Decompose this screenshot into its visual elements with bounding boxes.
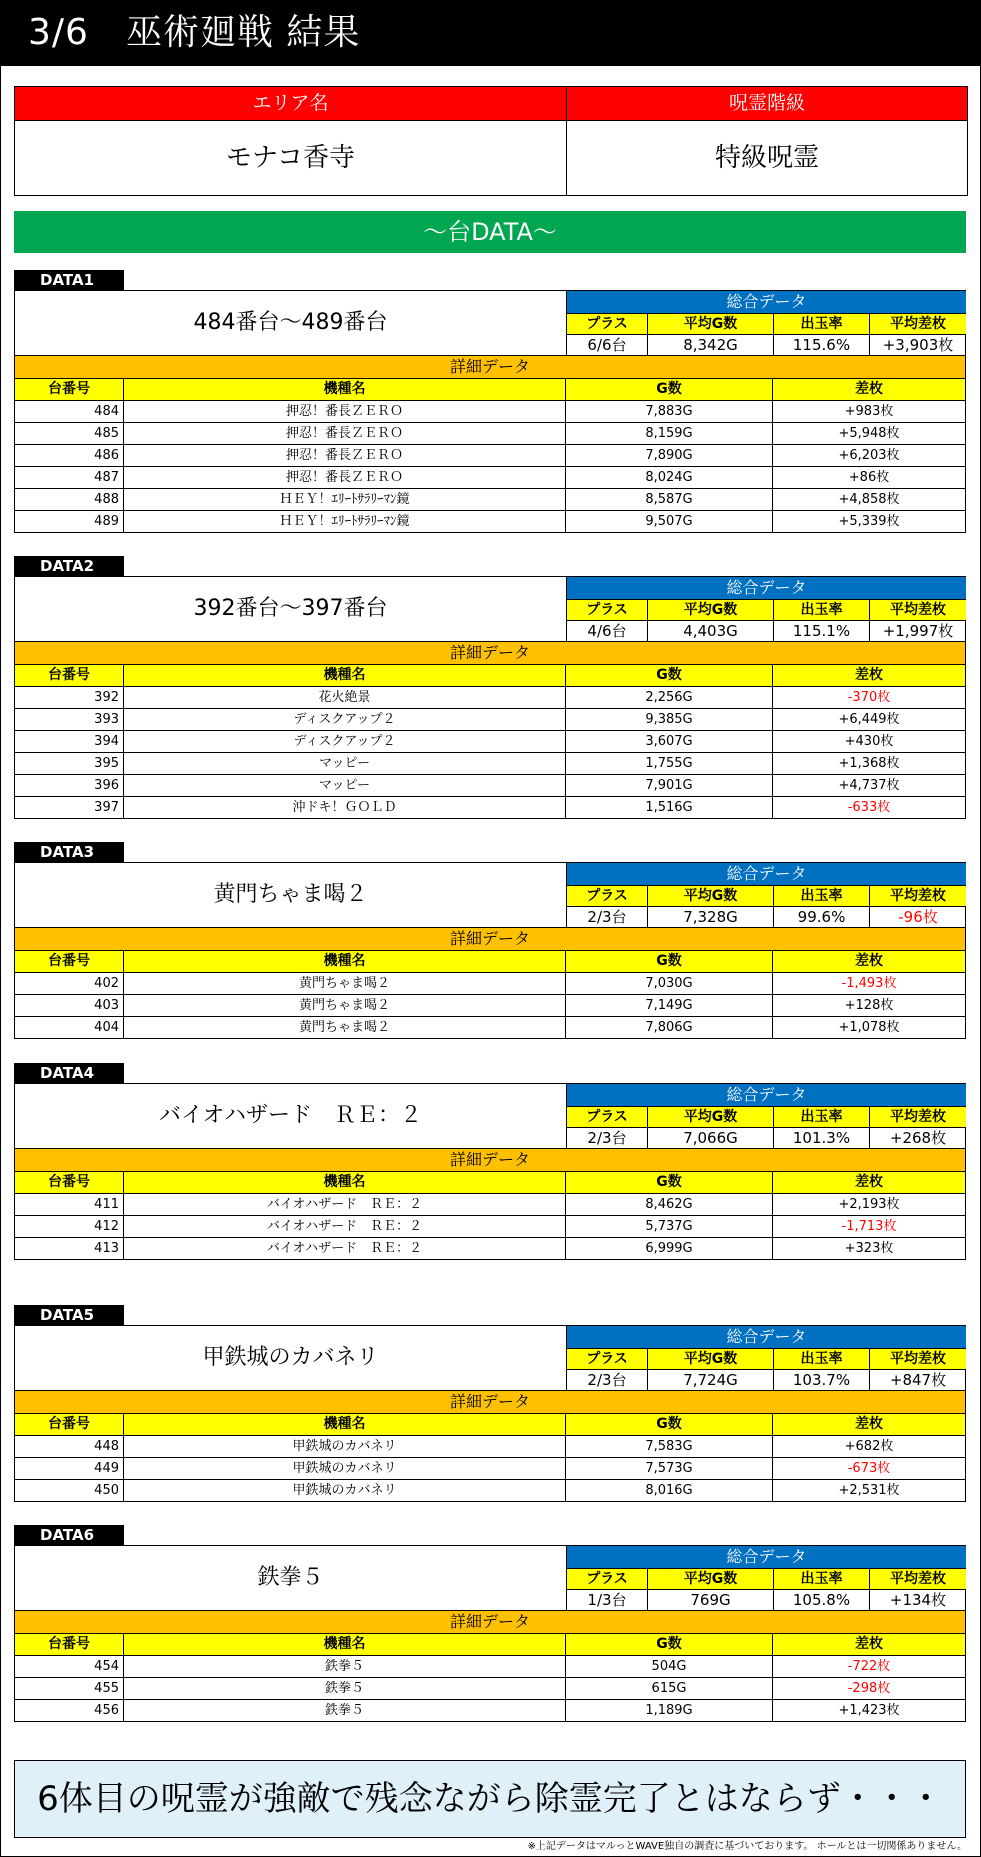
game-count: 3,607G: [566, 731, 773, 752]
table-row: [15, 995, 965, 1017]
game-count: 1,755G: [566, 753, 773, 774]
summary-value-avg-g: 4,403G: [648, 620, 774, 641]
table-row: [15, 973, 965, 995]
model-name: 鉄拳５: [124, 1678, 566, 1699]
table-row: [15, 1700, 965, 1721]
section-badge: DATA1: [14, 270, 124, 290]
game-count: 7,573G: [566, 1458, 773, 1479]
section-badge: DATA2: [14, 556, 124, 576]
summary-value-payout: 103.7%: [774, 1369, 870, 1390]
col-diff: 差枚: [855, 1416, 883, 1432]
summary-label-payout: 出玉率: [774, 1568, 870, 1589]
machine-no: 395: [15, 753, 124, 774]
summary-value-avg-diff: +134枚: [870, 1589, 966, 1610]
model-name: ディスクアップ２: [124, 731, 566, 752]
game-count: 8,016G: [566, 1480, 773, 1501]
detail-column-headers: [15, 1634, 965, 1656]
col-g: G数: [566, 1172, 773, 1193]
overall-data-header: 総合データ: [567, 1546, 966, 1568]
game-count: 8,462G: [566, 1194, 773, 1215]
table-row: [15, 401, 965, 423]
coin-diff: +4,737枚: [838, 778, 900, 793]
coin-diff: +2,193枚: [838, 1197, 900, 1212]
model-name: 甲鉄城のカバネリ: [124, 1458, 566, 1479]
game-count: 7,901G: [566, 775, 773, 796]
coin-diff: +86枚: [848, 470, 890, 485]
summary-value-payout: 99.6%: [774, 906, 870, 927]
summary-box: [14, 1083, 966, 1149]
model-name: 黄門ちゃま喝２: [124, 995, 566, 1016]
game-count: 6,999G: [566, 1238, 773, 1259]
machine-no: 396: [15, 775, 124, 796]
summary-label-plus: プラス: [567, 599, 648, 620]
summary-value-avg-g: 7,328G: [648, 906, 774, 927]
summary-label-payout: 出玉率: [774, 599, 870, 620]
overall-data: [566, 291, 966, 355]
table-row: [15, 753, 965, 775]
model-name: 鉄拳５: [124, 1656, 566, 1677]
table-row: [15, 709, 965, 731]
coin-diff: -1,713枚: [841, 1219, 897, 1234]
summary-label-payout: 出玉率: [774, 313, 870, 334]
col-model: 機種名: [124, 665, 566, 686]
coin-diff: -673枚: [847, 1461, 891, 1476]
coin-diff: +430枚: [844, 734, 894, 749]
coin-diff: -722枚: [847, 1659, 891, 1674]
col-model: 機種名: [124, 1172, 566, 1193]
coin-diff: +983枚: [844, 404, 894, 419]
summary-value-avg-diff: +1,997枚: [870, 620, 966, 641]
table-row: [15, 797, 965, 818]
detail-column-headers: [15, 665, 965, 687]
table-row: [15, 1458, 965, 1480]
machine-no: 454: [15, 1656, 124, 1677]
summary-label-avg-diff: 平均差枚: [870, 313, 966, 334]
summary-value-plus: 4/6台: [567, 620, 648, 641]
summary-value-plus: 2/3台: [567, 1369, 648, 1390]
machine-no: 413: [15, 1238, 124, 1259]
machine-no: 403: [15, 995, 124, 1016]
game-count: 7,149G: [566, 995, 773, 1016]
summary-label-plus: プラス: [567, 313, 648, 334]
summary-box: [14, 862, 966, 928]
coin-diff: +1,423枚: [838, 1703, 900, 1718]
table-row: [15, 1017, 965, 1038]
overall-data: [566, 1326, 966, 1390]
coin-diff: +5,948枚: [838, 426, 900, 441]
game-count: 7,806G: [566, 1017, 773, 1038]
table-row: [15, 1480, 965, 1501]
game-count: 8,587G: [566, 489, 773, 510]
detail-column-headers: [15, 1172, 965, 1194]
summary-box: [14, 1325, 966, 1391]
page-title: 3/6 巫術廻戦 結果: [28, 12, 361, 53]
model-name: バイオハザード ＲＥ：２: [124, 1216, 566, 1237]
machine-no: 456: [15, 1700, 124, 1721]
table-row: [15, 1436, 965, 1458]
machine-no: 394: [15, 731, 124, 752]
summary-label-avg-g: 平均G数: [648, 1568, 774, 1589]
col-g: G数: [566, 665, 773, 686]
summary-value-plus: 1/3台: [567, 1589, 648, 1610]
section-name: 484番台～489番台: [193, 310, 388, 335]
summary-box: [14, 576, 966, 642]
overall-data: [566, 1084, 966, 1148]
overall-data: [566, 863, 966, 927]
coin-diff: -298枚: [847, 1681, 891, 1696]
detail-header: 詳細データ: [14, 1391, 966, 1413]
machine-no: 449: [15, 1458, 124, 1479]
game-count: 2,256G: [566, 687, 773, 708]
coin-diff: +4,858枚: [838, 492, 900, 507]
summary-value-avg-diff: +847枚: [870, 1369, 966, 1390]
model-name: 押忍！番長ＺＥＲＯ: [124, 467, 566, 488]
model-name: 鉄拳５: [124, 1700, 566, 1721]
summary-label-avg-g: 平均G数: [648, 1348, 774, 1369]
summary-value-avg-diff: +3,903枚: [870, 334, 966, 355]
coin-diff: +6,449枚: [838, 712, 900, 727]
detail-table: [14, 950, 966, 1039]
detail-header: 詳細データ: [14, 928, 966, 950]
coin-diff: +1,078枚: [838, 1020, 900, 1035]
model-name: バイオハザード ＲＥ：２: [124, 1194, 566, 1215]
model-name: ＨＥＹ！ｴﾘｰﾄｻﾗﾘｰﾏﾝ鏡: [124, 489, 566, 510]
summary-value-avg-g: 7,066G: [648, 1127, 774, 1148]
section-badge: DATA3: [14, 842, 124, 862]
game-count: 8,159G: [566, 423, 773, 444]
detail-table: [14, 664, 966, 819]
summary-value-avg-g: 8,342G: [648, 334, 774, 355]
coin-diff: +682枚: [844, 1439, 894, 1454]
game-count: 7,583G: [566, 1436, 773, 1457]
table-row: [15, 775, 965, 797]
area-name-header: エリア名: [15, 87, 566, 120]
section-badge: DATA6: [14, 1525, 124, 1545]
col-model: 機種名: [124, 379, 566, 400]
summary-box: [14, 290, 966, 356]
summary-label-avg-diff: 平均差枚: [870, 1106, 966, 1127]
model-name: ディスクアップ２: [124, 709, 566, 730]
summary-label-plus: プラス: [567, 885, 648, 906]
game-count: 504G: [566, 1656, 773, 1677]
col-g: G数: [566, 379, 773, 400]
model-name: 押忍！番長ＺＥＲＯ: [124, 401, 566, 422]
col-g: G数: [566, 1414, 773, 1435]
col-machine-no: 台番号: [15, 1634, 124, 1655]
section-name: 鉄拳５: [257, 1565, 324, 1590]
section-name: 黄門ちゃま喝２: [213, 882, 368, 907]
summary-label-avg-g: 平均G数: [648, 885, 774, 906]
overall-data-header: 総合データ: [567, 577, 966, 599]
machine-no: 402: [15, 973, 124, 994]
summary-value-payout: 115.1%: [774, 620, 870, 641]
col-model: 機種名: [124, 1414, 566, 1435]
col-model: 機種名: [124, 951, 566, 972]
summary-label-plus: プラス: [567, 1348, 648, 1369]
summary-value-payout: 105.8%: [774, 1589, 870, 1610]
summary-value-payout: 115.6%: [774, 334, 870, 355]
area-header-rule: [15, 120, 967, 121]
table-row: [15, 1656, 965, 1678]
detail-table: [14, 1633, 966, 1722]
machine-no: 487: [15, 467, 124, 488]
summary-value-plus: 6/6台: [567, 334, 648, 355]
model-name: 黄門ちゃま喝２: [124, 973, 566, 994]
game-count: 7,030G: [566, 973, 773, 994]
machine-no: 489: [15, 511, 124, 532]
machine-no: 455: [15, 1678, 124, 1699]
section-badge: DATA4: [14, 1063, 124, 1083]
col-g: G数: [566, 1634, 773, 1655]
area-name-value: モナコ香寺: [226, 143, 355, 173]
summary-value-avg-diff: -96枚: [870, 906, 966, 927]
machine-no: 393: [15, 709, 124, 730]
summary-label-plus: プラス: [567, 1568, 648, 1589]
col-model: 機種名: [124, 1634, 566, 1655]
machine-no: 484: [15, 401, 124, 422]
rank-header: 呪霊階級: [567, 87, 967, 120]
detail-header: 詳細データ: [14, 642, 966, 664]
model-name: 黄門ちゃま喝２: [124, 1017, 566, 1038]
machine-no: 485: [15, 423, 124, 444]
coin-diff: +128枚: [844, 998, 894, 1013]
game-count: 9,507G: [566, 511, 773, 532]
game-count: 1,189G: [566, 1700, 773, 1721]
overall-data-header: 総合データ: [567, 1326, 966, 1348]
rank-value: 特級呪霊: [714, 143, 819, 173]
machine-no: 488: [15, 489, 124, 510]
summary-box: [14, 1545, 966, 1611]
machine-no: 450: [15, 1480, 124, 1501]
summary-label-payout: 出玉率: [774, 1348, 870, 1369]
data-banner: ～台DATA～: [14, 211, 966, 253]
model-name: マッピー: [124, 753, 566, 774]
overall-data: [566, 577, 966, 641]
table-row: [15, 445, 965, 467]
model-name: ＨＥＹ！ｴﾘｰﾄｻﾗﾘｰﾏﾝ鏡: [124, 511, 566, 532]
table-row: [15, 1238, 965, 1259]
area-info-table: [14, 86, 968, 196]
page-header: [0, 0, 981, 66]
section-badge: DATA5: [14, 1305, 124, 1325]
col-machine-no: 台番号: [15, 1172, 124, 1193]
section-name: 392番台～397番台: [193, 596, 388, 621]
summary-label-payout: 出玉率: [774, 1106, 870, 1127]
summary-label-avg-g: 平均G数: [648, 1106, 774, 1127]
model-name: 花火絶景: [124, 687, 566, 708]
coin-diff: -633枚: [847, 800, 891, 815]
detail-table: [14, 1171, 966, 1260]
summary-value-avg-g: 7,724G: [648, 1369, 774, 1390]
game-count: 7,883G: [566, 401, 773, 422]
summary-label-avg-g: 平均G数: [648, 313, 774, 334]
table-row: [15, 511, 965, 532]
overall-data-header: 総合データ: [567, 863, 966, 885]
summary-label-avg-diff: 平均差枚: [870, 1348, 966, 1369]
model-name: 押忍！番長ＺＥＲＯ: [124, 445, 566, 466]
col-machine-no: 台番号: [15, 665, 124, 686]
detail-column-headers: [15, 379, 965, 401]
table-row: [15, 687, 965, 709]
conclusion-box: 6体目の呪霊が強敵で残念ながら除霊完了とはならず・・・: [14, 1760, 966, 1838]
model-name: バイオハザード ＲＥ：２: [124, 1238, 566, 1259]
model-name: 沖ドキ！ＧＯＬＤ: [124, 797, 566, 818]
overall-data-header: 総合データ: [567, 291, 966, 313]
coin-diff: +6,203枚: [838, 448, 900, 463]
summary-value-plus: 2/3台: [567, 906, 648, 927]
detail-table: [14, 378, 966, 533]
coin-diff: +1,368枚: [838, 756, 900, 771]
game-count: 9,385G: [566, 709, 773, 730]
col-diff: 差枚: [855, 1636, 883, 1652]
detail-column-headers: [15, 951, 965, 973]
col-machine-no: 台番号: [15, 379, 124, 400]
summary-label-plus: プラス: [567, 1106, 648, 1127]
summary-value-plus: 2/3台: [567, 1127, 648, 1148]
model-name: 甲鉄城のカバネリ: [124, 1436, 566, 1457]
machine-no: 412: [15, 1216, 124, 1237]
table-row: [15, 1194, 965, 1216]
machine-no: 486: [15, 445, 124, 466]
detail-header: 詳細データ: [14, 356, 966, 378]
area-divider: [566, 87, 567, 195]
detail-header: 詳細データ: [14, 1611, 966, 1633]
summary-label-avg-diff: 平均差枚: [870, 1568, 966, 1589]
table-row: [15, 489, 965, 511]
game-count: 8,024G: [566, 467, 773, 488]
coin-diff: +5,339枚: [838, 514, 900, 529]
table-row: [15, 1678, 965, 1700]
table-row: [15, 1216, 965, 1238]
detail-header: 詳細データ: [14, 1149, 966, 1171]
col-diff: 差枚: [855, 1174, 883, 1190]
model-name: 甲鉄城のカバネリ: [124, 1480, 566, 1501]
coin-diff: +2,531枚: [838, 1483, 900, 1498]
col-diff: 差枚: [855, 953, 883, 969]
machine-no: 397: [15, 797, 124, 818]
machine-no: 392: [15, 687, 124, 708]
col-g: G数: [566, 951, 773, 972]
section-name: バイオハザード ＲＥ：２: [159, 1103, 422, 1128]
summary-label-avg-g: 平均G数: [648, 599, 774, 620]
footnote: ※上記データはマルっとWAVE独自の調査に基づいております。 ホールとは一切関係ありません。: [527, 1841, 967, 1852]
summary-label-payout: 出玉率: [774, 885, 870, 906]
game-count: 1,516G: [566, 797, 773, 818]
table-row: [15, 423, 965, 445]
machine-no: 448: [15, 1436, 124, 1457]
detail-column-headers: [15, 1414, 965, 1436]
col-diff: 差枚: [855, 667, 883, 683]
overall-data-header: 総合データ: [567, 1084, 966, 1106]
machine-no: 404: [15, 1017, 124, 1038]
coin-diff: -370枚: [847, 690, 891, 705]
summary-label-avg-diff: 平均差枚: [870, 885, 966, 906]
summary-label-avg-diff: 平均差枚: [870, 599, 966, 620]
col-diff: 差枚: [855, 381, 883, 397]
table-row: [15, 731, 965, 753]
game-count: 615G: [566, 1678, 773, 1699]
table-row: [15, 467, 965, 489]
summary-value-avg-g: 769G: [648, 1589, 774, 1610]
coin-diff: +323枚: [844, 1241, 894, 1256]
game-count: 7,890G: [566, 445, 773, 466]
detail-table: [14, 1413, 966, 1502]
col-machine-no: 台番号: [15, 1414, 124, 1435]
game-count: 5,737G: [566, 1216, 773, 1237]
col-machine-no: 台番号: [15, 951, 124, 972]
section-name: 甲鉄城のカバネリ: [202, 1345, 379, 1370]
coin-diff: -1,493枚: [841, 976, 897, 991]
overall-data: [566, 1546, 966, 1610]
model-name: マッピー: [124, 775, 566, 796]
summary-value-payout: 101.3%: [774, 1127, 870, 1148]
machine-no: 411: [15, 1194, 124, 1215]
summary-value-avg-diff: +268枚: [870, 1127, 966, 1148]
model-name: 押忍！番長ＺＥＲＯ: [124, 423, 566, 444]
